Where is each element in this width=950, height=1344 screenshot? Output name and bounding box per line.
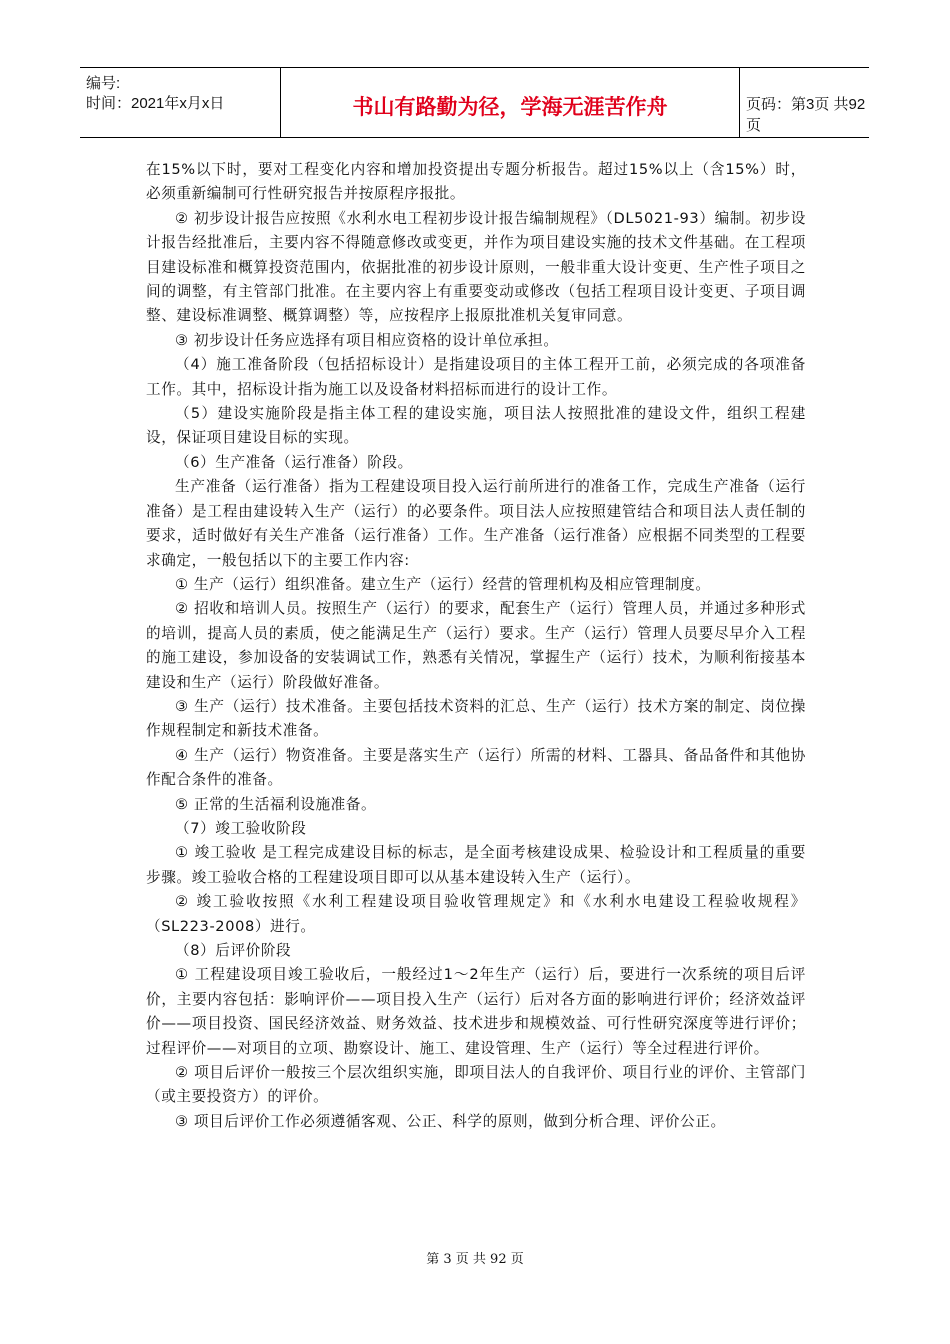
body-paragraph: ③ 初步设计任务应选择有项目相应资格的设计单位承担。	[175, 331, 559, 349]
header-motto-cell	[281, 68, 740, 137]
body-paragraph: ② 招收和培训人员。按照生产（运行）的要求，配套生产（运行）管理人员，并通过多种形式的培训，提高人员的素质，使之能满足生产（运行）要求。生产（运行）管理人员要尽早介入工程的施工建设，参加设备的安装调试工作，熟悉有关情况，掌握生产（运行）技术，为顺利衔接基本建设和生产（运行）阶段做好准备。	[146, 600, 806, 691]
body-paragraph: ③ 生产（运行）技术准备。主要包括技术资料的汇总、生产（运行）技术方案的制定、岗位操作规程制定和新技术准备。	[146, 697, 806, 740]
body-paragraph: （5）建设实施阶段是指主体工程的建设实施，项目法人按照批准的建设文件，组织工程建设，保证项目建设目标的实现。	[146, 405, 806, 447]
body-paragraph: 在15%以下时，要对工程变化内容和增加投资提出专题分析报告。超过15%以上（含15%）时，必须重新编制可行性研究报告并按原程序报批。	[146, 161, 806, 203]
body-paragraph: ③ 项目后评价工作必须遵循客观、公正、科学的原则，做到分析合理、评价公正。	[175, 1112, 726, 1130]
header-page-info: 页码：第3页 共92页	[746, 96, 866, 134]
header-motto: 书山有路勤为径，学海无涯苦作舟	[352, 95, 668, 119]
document-number-label: 编号:	[86, 75, 121, 92]
body-paragraph: 生产准备（运行准备）指为工程建设项目投入运行前所进行的准备工作，完成生产准备（运行准备）是工程由建设转入生产（运行）的必要条件。项目法人应按照建管结合和项目法人责任制的要求，适时做好有关生产准备（运行准备）工作。生产准备（运行准备）应根据不同类型的工程要求确定，一般包括以下的主要工作内容:	[146, 478, 806, 569]
page-footer: 第 3 页 共 92 页	[426, 1252, 524, 1267]
body-paragraph: （7）竣工验收阶段	[175, 819, 307, 837]
body-paragraph: ① 生产（运行）组织准备。建立生产（运行）经营的管理机构及相应管理制度。	[175, 575, 711, 593]
body-paragraph: （8）后评价阶段	[175, 942, 292, 959]
document-header	[80, 67, 869, 138]
body-paragraph: ② 项目后评价一般按三个层次组织实施，即项目法人的自我评价、项目行业的评价、主管部门（或主要投资方）的评价。	[146, 1064, 806, 1106]
body-paragraph: （6）生产准备（运行准备）阶段。	[175, 453, 413, 471]
document-body	[146, 158, 806, 1134]
header-meta-cell	[80, 68, 281, 137]
body-paragraph: （4）施工准备阶段（包括招标设计）是指建设项目的主体工程开工前，必须完成的各项准备工作。其中，招标设计指为施工以及设备材料招标而进行的设计工作。	[146, 356, 806, 398]
body-paragraph: ② 竣工验收按照《水利工程建设项目验收管理规定》和《水利水电建设工程验收规程》（SL223-2008）进行。	[146, 893, 806, 935]
body-paragraph: ⑤ 正常的生活福利设施准备。	[175, 795, 377, 813]
body-paragraph: ④ 生产（运行）物资准备。主要是落实生产（运行）所需的材料、工器具、备品备件和其他协作配合条件的准备。	[146, 746, 806, 789]
body-paragraph: ① 竣工验收 是工程完成建设目标的标志，是全面考核建设成果、检验设计和工程质量的重要步骤。竣工验收合格的工程建设项目即可以从基本建设转入生产（运行）。	[146, 844, 806, 886]
body-paragraph: ① 工程建设项目竣工验收后，一般经过1～2年生产（运行）后，要进行一次系统的项目后评价，主要内容包括：影响评价——项目投入生产（运行）后对各方面的影响进行评价；经济效益评价——项目投资、国民经济效益、财务效益、技术进步和规模效益、可行性研究深度等进行评价；过程评价——对项目的立项、勘察设计、施工、建设管理、生产（运行）等全过程进行评价。	[146, 966, 806, 1057]
body-paragraph: ② 初步设计报告应按照《水利水电工程初步设计报告编制规程》（DL5021-93）编制。初步设计报告经批准后，主要内容不得随意修改或变更，并作为项目建设实施的技术文件基础。在工程项目建设标准和概算投资范围内，依据批准的初步设计原则，一般非重大设计变更、生产性子项目之间的调整，有主管部门批准。在主要内容上有重要变动或修改（包括工程项目设计变更、子项目调整、建设标准调整、概算调整）等，应按程序上报原批准机关复审同意。	[146, 209, 806, 325]
document-date-label: 时间：2021年x月x日	[86, 95, 225, 112]
header-page-cell	[740, 68, 869, 137]
